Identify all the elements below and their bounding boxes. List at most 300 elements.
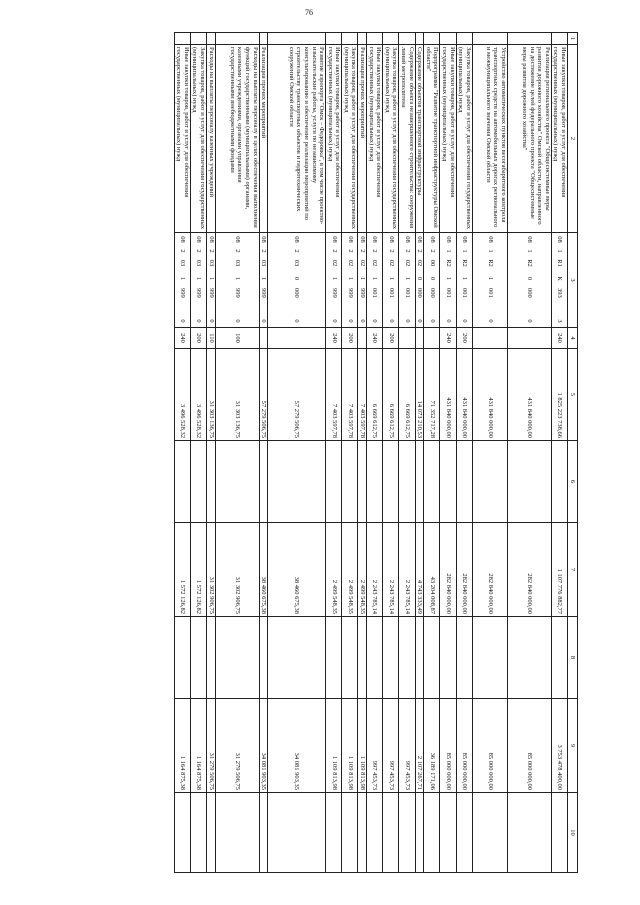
- code-part: 2: [195, 249, 203, 253]
- code-part: 08: [359, 236, 367, 243]
- amount-col8-cell: [551, 617, 567, 699]
- amount-col6-cell: [472, 441, 507, 523]
- amount-col10-cell: [190, 793, 206, 873]
- code-part: 2: [428, 249, 436, 253]
- amount-col6-cell: [424, 441, 440, 523]
- code-part: 1: [207, 276, 215, 281]
- code-part: 02: [416, 259, 424, 267]
- row-index-cell: [268, 33, 326, 45]
- code-part: 03: [207, 259, 215, 267]
- code-part: 08: [330, 236, 338, 243]
- amount-col5-cell: 6 669 612,75: [399, 349, 415, 441]
- amount-col9-cell: 85 000 000,00: [472, 699, 507, 793]
- code-part: 2: [346, 249, 354, 253]
- code-part: 03: [178, 259, 186, 267]
- item-name-cell: Реализация регионального проекта "Общесистемные меры развития дорожного хозяйства" Омской области, направленного на достижение целей федерального проекта "Общесистемные меры развития дорожного хозяйства": [507, 45, 551, 233]
- classification-code-cell: [367, 233, 383, 328]
- amount-col8-cell: [206, 617, 215, 699]
- code-part: 08: [556, 236, 564, 243]
- item-name-cell: Иные закупки товаров, работ и услуг для обеспечения государственных (муниципальных) нужд: [326, 45, 342, 233]
- code-part: 0: [293, 319, 301, 323]
- code-part: R2: [526, 259, 534, 267]
- col-number: 6: [568, 441, 578, 523]
- classification-code-cell: [399, 233, 415, 328]
- code-part: 08: [403, 236, 411, 243]
- code-part: 0: [233, 319, 241, 323]
- amount-col6-cell: [174, 441, 190, 523]
- amount-col8-cell: [440, 617, 456, 699]
- row-index-cell: [342, 33, 358, 45]
- amount-col7-cell: 2 499 548,35: [342, 523, 358, 617]
- row-index-cell: [551, 33, 567, 45]
- code-part: 0: [416, 276, 424, 281]
- amount-col10-cell: [440, 793, 456, 873]
- amount-col9-cell: 997 453,73: [367, 699, 383, 793]
- amount-col5-cell: 431 840 000,00: [472, 349, 507, 441]
- code-part: 1: [178, 276, 186, 281]
- amount-col6-cell: [367, 441, 383, 523]
- amount-col7-cell: 2 243 785,14: [367, 523, 383, 617]
- table-row: [399, 33, 415, 873]
- table-row: [342, 33, 358, 873]
- row-index-cell: [206, 33, 215, 45]
- table-row: [440, 33, 456, 873]
- code-parts: [526, 234, 534, 326]
- amount-col10-cell: [383, 793, 399, 873]
- amount-col8-cell: [190, 617, 206, 699]
- amount-col10-cell: [174, 793, 190, 873]
- code-part: 2: [207, 249, 215, 253]
- code-part: 0: [359, 319, 367, 323]
- amount-col6-cell: [259, 441, 268, 523]
- row-index-cell: [190, 33, 206, 45]
- table-row: [551, 33, 567, 873]
- amount-col7-cell: 2 499 548,35: [358, 523, 367, 617]
- amount-col6-cell: [456, 441, 472, 523]
- code-part: 001: [371, 288, 379, 298]
- column-number-row: [568, 33, 578, 873]
- item-name-cell: Закупка товаров, работ и услуг для обеспечения государственных (муниципальных) нужд: [383, 45, 399, 233]
- item-name-cell: Развитие аэропорта "Омск – Федоровка", в том числе проектно-изыскательские работы, услуги по независимому консультированию и обеспечение реализации мероприятий по строительству транспортных объектов и гидротехнических сооружений Омской области: [268, 45, 326, 233]
- code-part: 03: [233, 259, 241, 267]
- code-part: R1: [556, 259, 564, 267]
- amount-col9-cell: 1 109 813,98: [326, 699, 342, 793]
- code-part: 1: [444, 249, 452, 253]
- code-part: [371, 300, 379, 314]
- amount-col7-cell: 282 840 000,00: [472, 523, 507, 617]
- col-number: 10: [568, 793, 578, 873]
- expense-type-cell: 240: [440, 328, 456, 349]
- classification-code-cell: [268, 233, 326, 328]
- row-index-cell: [399, 33, 415, 45]
- amount-col5-cell: 7 403 597,78: [342, 349, 358, 441]
- amount-col9-cell: 1 109 813,98: [358, 699, 367, 793]
- code-part: [486, 300, 494, 314]
- code-parts: [556, 234, 564, 326]
- col-number: 1: [568, 33, 578, 45]
- code-part: 2: [359, 249, 367, 253]
- table-row: [507, 33, 551, 873]
- code-part: 08: [387, 236, 395, 243]
- code-parts: [233, 234, 241, 326]
- table-row: [358, 33, 367, 873]
- amount-col5-cell: 31 303 136,75: [206, 349, 215, 441]
- code-part: 1: [387, 276, 395, 281]
- col-number: 9: [568, 699, 578, 793]
- col-number: 2: [568, 45, 578, 233]
- code-part: 0: [461, 319, 469, 323]
- amount-col9-cell: 1 164 875,38: [174, 699, 190, 793]
- amount-col10-cell: [456, 793, 472, 873]
- code-part: 02: [330, 259, 338, 267]
- item-name-cell: Содержание объектов транспортной инфраструктуры: [415, 45, 424, 233]
- table-row: [206, 33, 215, 873]
- amount-col8-cell: [215, 617, 259, 699]
- row-index-cell: [174, 33, 190, 45]
- row-index-cell: [367, 33, 383, 45]
- code-part: 08: [207, 236, 215, 243]
- code-part: 08: [486, 236, 494, 243]
- expense-type-cell: 240: [367, 328, 383, 349]
- col-number: 5: [568, 349, 578, 441]
- code-part: 2: [178, 249, 186, 253]
- expense-type-cell: 110: [206, 328, 215, 349]
- amount-col6-cell: [215, 441, 259, 523]
- table-row: [415, 33, 424, 873]
- code-part: 3: [556, 319, 564, 323]
- row-index-cell: [358, 33, 367, 45]
- code-part: 1: [330, 276, 338, 281]
- code-part: 1: [461, 249, 469, 253]
- code-part: 08: [293, 236, 301, 243]
- code-part: 0: [260, 319, 268, 323]
- amount-col5-cell: 7 403 597,78: [358, 349, 367, 441]
- row-index-cell: [424, 33, 440, 45]
- code-part: 0: [195, 319, 203, 323]
- amount-col8-cell: [383, 617, 399, 699]
- amount-col5-cell: 6 669 612,75: [367, 349, 383, 441]
- amount-col7-cell: 43 204 008,87: [424, 523, 440, 617]
- amount-col7-cell: 31 302 906,75: [215, 523, 259, 617]
- amount-col6-cell: [268, 441, 326, 523]
- item-name-cell: Реализация прочих мероприятий: [358, 45, 367, 233]
- classification-code-cell: [215, 233, 259, 328]
- code-parts: [486, 234, 494, 326]
- code-part: 999: [260, 288, 268, 298]
- code-part: 0: [428, 276, 436, 281]
- code-part: 1: [346, 276, 354, 281]
- classification-code-cell: [415, 233, 424, 328]
- code-part: 393: [556, 288, 564, 298]
- item-name-cell: Реализация прочих мероприятий: [259, 45, 268, 233]
- code-part: 1: [486, 249, 494, 253]
- code-part: 1: [260, 276, 268, 281]
- item-name-cell: Содержание объекта незавершенного строительства: сооружения линий метрополитена: [399, 45, 415, 233]
- amount-col6-cell: [190, 441, 206, 523]
- col-number: 3: [568, 233, 578, 328]
- table-row: [268, 33, 326, 873]
- code-part: К: [556, 276, 564, 281]
- amount-col8-cell: [259, 617, 268, 699]
- expense-type-cell: [472, 328, 507, 349]
- amount-col7-cell: 2 243 785,14: [399, 523, 415, 617]
- code-part: 08: [526, 236, 534, 243]
- code-part: 08: [461, 236, 469, 243]
- amount-col8-cell: [358, 617, 367, 699]
- table-row: [174, 33, 190, 873]
- amount-col8-cell: [367, 617, 383, 699]
- code-part: 999: [233, 288, 241, 298]
- row-index-cell: [415, 33, 424, 45]
- item-name-cell: Расходы на выплаты персоналу в целях обеспечения выполнения функций государственными (муниципальными) органами, казенными учреждениями, органами управления государственными внебюджетными фондами: [215, 45, 259, 233]
- amount-col8-cell: [268, 617, 326, 699]
- amount-col7-cell: 282 840 000,00: [440, 523, 456, 617]
- code-part: 2: [387, 249, 395, 253]
- item-name-cell: Расходы на выплаты персоналу казенных учреждений: [206, 45, 215, 233]
- code-part: 08: [416, 236, 424, 243]
- amount-col8-cell: [415, 617, 424, 699]
- amount-col5-cell: 431 840 000,00: [440, 349, 456, 441]
- amount-col6-cell: [383, 441, 399, 523]
- code-parts: [207, 234, 215, 326]
- code-part: 02: [346, 259, 354, 267]
- amount-col10-cell: [415, 793, 424, 873]
- amount-col7-cell: 1 572 126,82: [174, 523, 190, 617]
- amount-col10-cell: [367, 793, 383, 873]
- code-part: 2: [260, 249, 268, 253]
- code-parts: [195, 234, 203, 326]
- code-parts: [178, 234, 186, 326]
- item-name-cell: Закупка товаров, работ и услуг для обеспечения государственных (муниципальных) нужд: [342, 45, 358, 233]
- code-part: [387, 300, 395, 314]
- code-part: 02: [387, 259, 395, 267]
- classification-code-cell: [424, 233, 440, 328]
- code-part: 0: [416, 319, 424, 323]
- amount-col10-cell: [206, 793, 215, 873]
- code-part: 03: [195, 259, 203, 267]
- amount-col7-cell: 2 499 548,35: [326, 523, 342, 617]
- code-part: 0: [207, 319, 215, 323]
- code-part: 0: [387, 319, 395, 323]
- classification-code-cell: [440, 233, 456, 328]
- amount-col5-cell: 3 496 528,32: [190, 349, 206, 441]
- amount-col8-cell: [472, 617, 507, 699]
- amount-col6-cell: [342, 441, 358, 523]
- code-parts: [428, 234, 436, 326]
- row-index-cell: [507, 33, 551, 45]
- code-part: 0: [428, 319, 436, 323]
- amount-col9-cell: 31 279 506,75: [206, 699, 215, 793]
- row-index-cell: [259, 33, 268, 45]
- classification-code-cell: [456, 233, 472, 328]
- expense-type-cell: 240: [326, 328, 342, 349]
- amount-col8-cell: [507, 617, 551, 699]
- code-part: 0: [330, 319, 338, 323]
- amount-col8-cell: [174, 617, 190, 699]
- amount-col10-cell: [326, 793, 342, 873]
- code-part: 000: [428, 288, 436, 298]
- code-part: 999: [330, 288, 338, 298]
- item-name-cell: Иные закупки товаров, работ и услуг для обеспечения государственных (муниципальных) нужд: [174, 45, 190, 233]
- amount-col7-cell: 282 840 000,00: [456, 523, 472, 617]
- code-part: 0: [526, 319, 534, 323]
- classification-code-cell: [507, 233, 551, 328]
- row-index-cell: [440, 33, 456, 45]
- code-parts: [444, 234, 452, 326]
- expense-type-cell: 240: [551, 328, 567, 349]
- code-part: 08: [371, 236, 379, 243]
- item-name-cell: Иные закупки товаров, работ и услуг для обеспечения государственных (муниципальных) нужд: [367, 45, 383, 233]
- amount-col6-cell: [440, 441, 456, 523]
- code-part: 2: [293, 249, 301, 253]
- code-part: [444, 300, 452, 314]
- code-parts: [293, 234, 301, 326]
- code-part: 0: [178, 319, 186, 323]
- table-row: [215, 33, 259, 873]
- code-part: 1: [444, 276, 452, 281]
- amount-col9-cell: 31 279 506,75: [215, 699, 259, 793]
- amount-col10-cell: [399, 793, 415, 873]
- classification-code-cell: [472, 233, 507, 328]
- expense-type-cell: [424, 328, 440, 349]
- code-part: 0: [444, 319, 452, 323]
- amount-col6-cell: [326, 441, 342, 523]
- item-name-cell: Иные закупки товаров, работ и услуг для обеспечения государственных (муниципальных) нужд: [551, 45, 567, 233]
- amount-col9-cell: 1 109 813,98: [342, 699, 358, 793]
- amount-col7-cell: 1 572 126,82: [190, 523, 206, 617]
- code-part: [260, 300, 268, 314]
- classification-code-cell: [259, 233, 268, 328]
- code-part: 1: [195, 276, 203, 281]
- amount-col7-cell: 31 302 906,75: [206, 523, 215, 617]
- amount-col6-cell: [507, 441, 551, 523]
- classification-code-cell: [342, 233, 358, 328]
- code-parts: [359, 234, 367, 326]
- code-part: 08: [178, 236, 186, 243]
- code-part: 1: [371, 276, 379, 281]
- code-part: 08: [195, 236, 203, 243]
- code-part: 08: [444, 236, 452, 243]
- code-part: 0: [486, 319, 494, 323]
- classification-code-cell: [358, 233, 367, 328]
- table-row: [190, 33, 206, 873]
- expense-type-cell: [268, 328, 326, 349]
- amount-col9-cell: 1 164 875,38: [190, 699, 206, 793]
- code-part: 000: [526, 288, 534, 298]
- code-part: R2: [486, 259, 494, 267]
- amount-col9-cell: 34 081 903,35: [259, 699, 268, 793]
- code-parts: [403, 234, 411, 326]
- code-part: 000: [293, 288, 301, 298]
- code-part: [346, 300, 354, 314]
- item-name-cell: Закупка товаров, работ и услуг для обеспечения государственных (муниципальных) нужд: [190, 45, 206, 233]
- row-index-cell: [456, 33, 472, 45]
- expense-type-cell: [358, 328, 367, 349]
- amount-col9-cell: 34 081 903,35: [268, 699, 326, 793]
- amount-col5-cell: 57 279 506,75: [259, 349, 268, 441]
- code-part: 999: [346, 288, 354, 298]
- code-part: 0: [346, 319, 354, 323]
- amount-col7-cell: 1 107 776 882,77: [551, 523, 567, 617]
- classification-code-cell: [174, 233, 190, 328]
- code-part: 08: [428, 236, 436, 243]
- code-part: 1: [461, 276, 469, 281]
- amount-col9-cell: 85 000 000,00: [507, 699, 551, 793]
- code-part: 2: [371, 249, 379, 253]
- expense-type-cell: 200: [190, 328, 206, 349]
- code-part: [195, 300, 203, 314]
- amount-col8-cell: [424, 617, 440, 699]
- amount-col5-cell: 71 352 717,28: [424, 349, 440, 441]
- code-part: 00: [428, 259, 436, 267]
- amount-col9-cell: 997 453,73: [383, 699, 399, 793]
- code-part: 02: [359, 259, 367, 267]
- code-part: 1: [526, 249, 534, 253]
- amount-col7-cell: 38 460 675,38: [259, 523, 268, 617]
- code-part: 999: [195, 288, 203, 298]
- code-part: 2: [233, 249, 241, 253]
- code-part: R2: [461, 259, 469, 267]
- amount-col6-cell: [358, 441, 367, 523]
- item-name-cell: Подпрограмма "Развитие транспортной инфраструктуры Омской области": [424, 45, 440, 233]
- code-parts: [387, 234, 395, 326]
- amount-col10-cell: [472, 793, 507, 873]
- amount-col9-cell: 3 753 478 400,00: [551, 699, 567, 793]
- code-part: [330, 300, 338, 314]
- code-part: [359, 300, 367, 314]
- amount-col10-cell: [551, 793, 567, 873]
- table-row: [424, 33, 440, 873]
- amount-col5-cell: 6 669 612,75: [383, 349, 399, 441]
- code-part: [416, 300, 424, 314]
- code-part: 1: [359, 276, 367, 281]
- code-parts: [416, 234, 424, 326]
- amount-col6-cell: [415, 441, 424, 523]
- item-name-cell: Закупка товаров, работ и услуг для обеспечения государственных (муниципальных) нужд: [456, 45, 472, 233]
- code-part: 0: [526, 276, 534, 281]
- table-row: [472, 33, 507, 873]
- col-number: 7: [568, 523, 578, 617]
- code-part: 001: [461, 288, 469, 298]
- code-part: [293, 300, 301, 314]
- amount-col10-cell: [424, 793, 440, 873]
- amount-col9-cell: 85 000 000,00: [456, 699, 472, 793]
- amount-col10-cell: [268, 793, 326, 873]
- amount-col8-cell: [326, 617, 342, 699]
- code-part: 2: [416, 249, 424, 253]
- table-row: [259, 33, 268, 873]
- expense-type-cell: [415, 328, 424, 349]
- code-part: 001: [486, 288, 494, 298]
- code-part: [428, 300, 436, 314]
- amount-col10-cell: [342, 793, 358, 873]
- table-row: [383, 33, 399, 873]
- amount-col8-cell: [399, 617, 415, 699]
- code-part: [460, 300, 468, 314]
- expense-type-cell: 100: [215, 328, 259, 349]
- amount-col10-cell: [358, 793, 367, 873]
- amount-col10-cell: [259, 793, 268, 873]
- amount-col5-cell: 57 279 506,75: [268, 349, 326, 441]
- row-index-cell: [383, 33, 399, 45]
- table-row: [367, 33, 383, 873]
- amount-col8-cell: [456, 617, 472, 699]
- amount-col5-cell: 431 840 000,00: [507, 349, 551, 441]
- col-number: 4: [568, 328, 578, 349]
- code-parts: [330, 234, 338, 326]
- code-part: 08: [346, 236, 354, 243]
- expense-type-cell: 200: [342, 328, 358, 349]
